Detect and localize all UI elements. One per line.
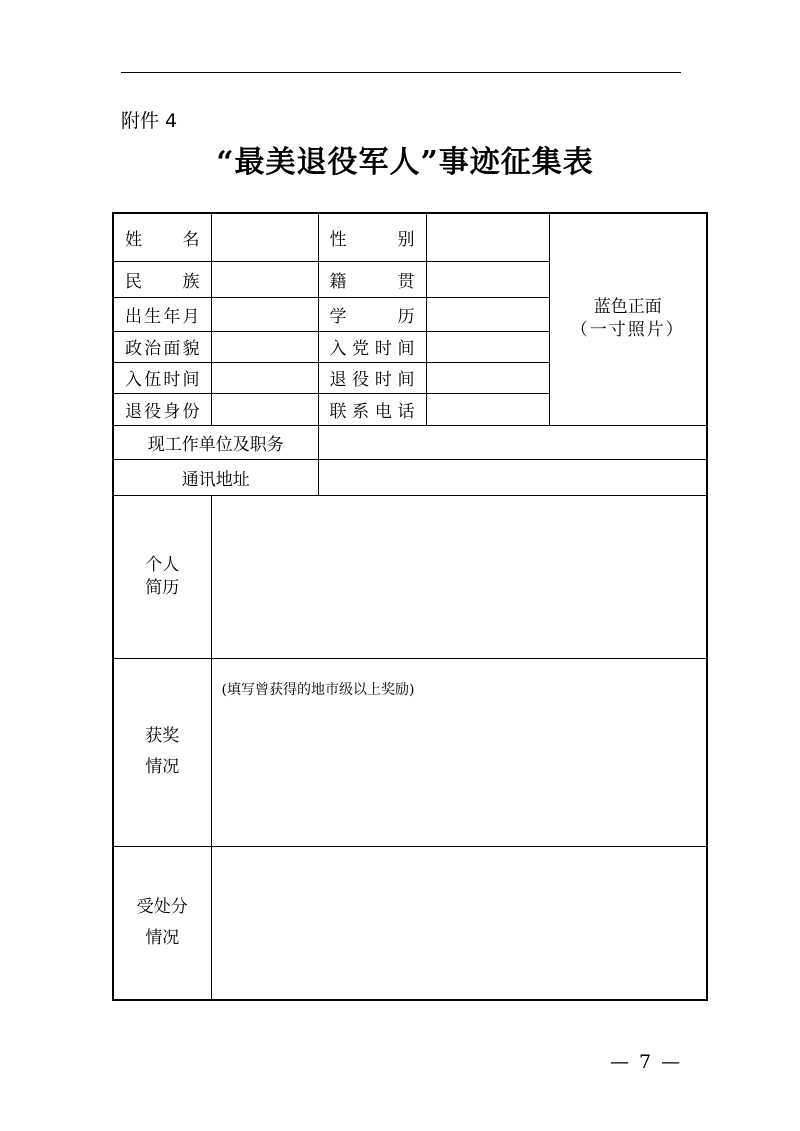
native-place-label: 籍贯 bbox=[318, 261, 426, 297]
education-field[interactable] bbox=[426, 297, 549, 331]
name-field[interactable] bbox=[211, 213, 318, 261]
punishment-label bbox=[113, 846, 211, 1000]
education-label: 学历 bbox=[318, 297, 426, 331]
awards-label bbox=[113, 658, 211, 846]
photo-area[interactable] bbox=[549, 213, 707, 425]
photo-instruction-line1: 蓝色正面 bbox=[593, 297, 662, 318]
address-label: 通讯地址 bbox=[113, 459, 318, 495]
retire-time-label: 退役时间 bbox=[318, 362, 426, 393]
native-place-field[interactable] bbox=[426, 261, 549, 297]
punishment-label-line1: 受处分 bbox=[136, 896, 188, 917]
party-join-field[interactable] bbox=[426, 331, 549, 362]
photo-instruction-line2: （一寸照片） bbox=[570, 320, 685, 341]
veteran-identity-label: 退役身份 bbox=[113, 393, 211, 425]
birth-field[interactable] bbox=[211, 297, 318, 331]
awards-label-line2: 情况 bbox=[145, 757, 180, 777]
page-number: — 7 — bbox=[610, 1051, 683, 1073]
resume-field[interactable] bbox=[211, 495, 707, 658]
punishment-label-line2: 情况 bbox=[145, 927, 180, 948]
workplace-field[interactable] bbox=[318, 425, 707, 459]
address-field[interactable] bbox=[318, 459, 707, 495]
form-title: “最美退役军人”事迹征集表 bbox=[216, 145, 594, 180]
political-status-label: 政治面貌 bbox=[113, 331, 211, 362]
political-status-field[interactable] bbox=[211, 331, 318, 362]
ethnicity-field[interactable] bbox=[211, 261, 318, 297]
workplace-label: 现工作单位及职务 bbox=[113, 425, 318, 459]
punishment-field[interactable] bbox=[211, 846, 707, 1000]
veteran-identity-field[interactable] bbox=[211, 393, 318, 425]
party-join-label: 入党时间 bbox=[318, 331, 426, 362]
phone-label: 联系电话 bbox=[318, 393, 426, 425]
resume-label-line1: 个人 bbox=[145, 554, 180, 575]
birth-label: 出生年月 bbox=[113, 297, 211, 331]
gender-label: 性别 bbox=[318, 213, 426, 261]
retire-time-field[interactable] bbox=[426, 362, 549, 393]
collection-form-table bbox=[112, 212, 708, 1001]
awards-field[interactable] bbox=[211, 658, 707, 846]
enlist-time-field[interactable] bbox=[211, 362, 318, 393]
resume-label bbox=[113, 495, 211, 658]
phone-field[interactable] bbox=[426, 393, 549, 425]
attachment-label: 附件 4 bbox=[121, 110, 178, 132]
ethnicity-label: 民族 bbox=[113, 261, 211, 297]
gender-field[interactable] bbox=[426, 213, 549, 261]
awards-hint: (填写曾获得的地市级以上奖励) bbox=[221, 681, 415, 698]
resume-label-line2: 简历 bbox=[145, 577, 180, 598]
header-rule bbox=[121, 72, 681, 73]
name-label: 姓名 bbox=[113, 213, 211, 261]
awards-label-line1: 获奖 bbox=[145, 726, 180, 746]
enlist-time-label: 入伍时间 bbox=[113, 362, 211, 393]
